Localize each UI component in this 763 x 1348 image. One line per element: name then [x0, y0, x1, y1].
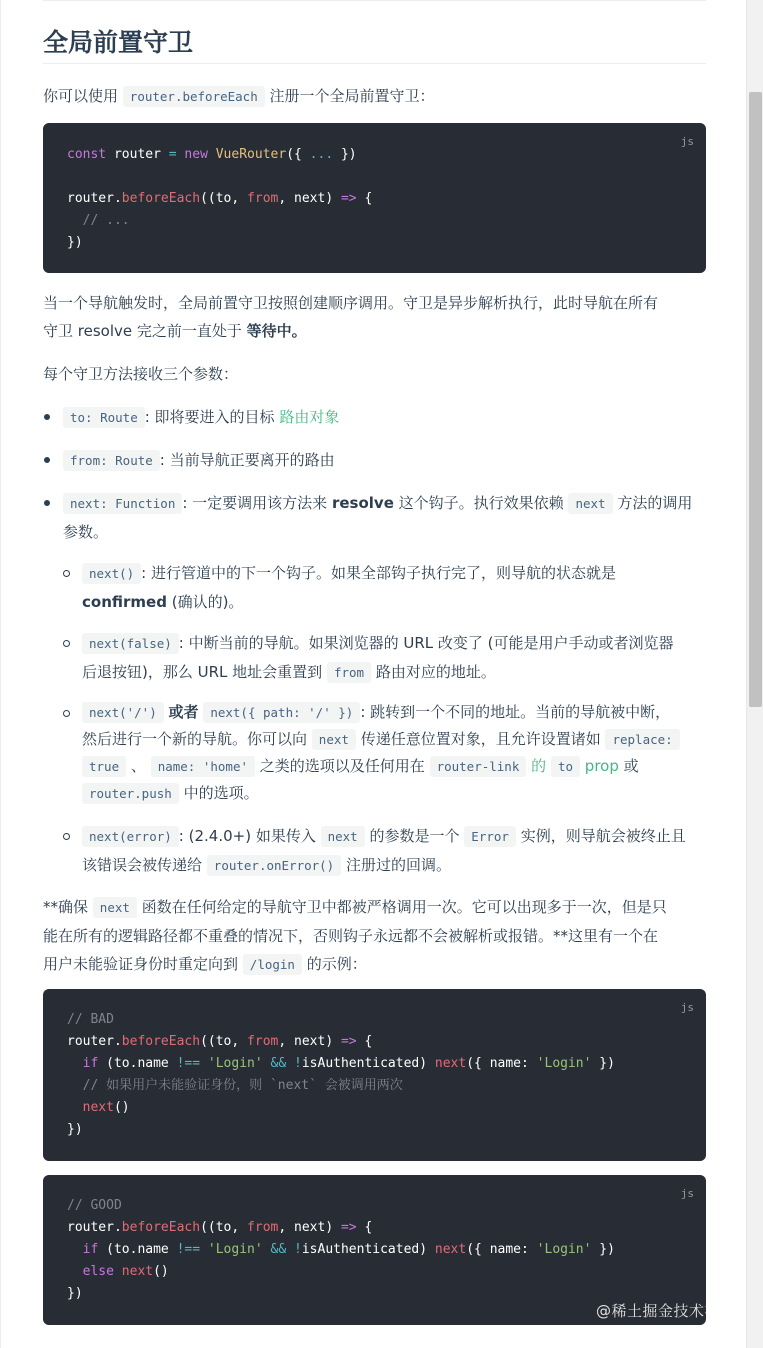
intro-paragraph — [43, 82, 706, 111]
intro-text-2: 注册一个全局前置守卫： — [269, 87, 435, 105]
list-item-from — [63, 446, 706, 475]
sub-line-2 — [82, 851, 706, 880]
para4-line3 — [43, 950, 706, 979]
list-text: : 当前导航正要离开的路由 — [159, 451, 335, 469]
sub-text: 路由对应的地址。 — [375, 663, 496, 681]
list-line-2: 参数。 — [63, 523, 109, 541]
bullet-marker — [44, 414, 50, 420]
title-divider — [43, 63, 706, 64]
inline-code: from — [327, 662, 371, 683]
list-item-to — [63, 403, 706, 432]
sub-line-3 — [82, 753, 706, 780]
sub-item-next-false — [82, 629, 706, 687]
sub-bullet-marker — [63, 640, 70, 647]
separator: 、 — [130, 757, 146, 775]
sub-line — [82, 699, 706, 726]
inline-code: name: 'home' — [151, 756, 255, 777]
inline-code: to — [551, 756, 580, 777]
inline-code: true — [82, 756, 126, 777]
sub-line — [82, 822, 706, 851]
list-text: 这个钩子。执行效果依赖 — [398, 494, 564, 512]
inline-code: router-link — [430, 756, 527, 777]
sub-text: : 中断当前的导航。如果浏览器的 URL 改变了 (可能是用户手动或者浏览器 — [178, 634, 674, 652]
inline-code: /login — [243, 954, 302, 975]
code-lang-label: js — [680, 1187, 694, 1200]
sub-item-next-error — [82, 822, 706, 880]
para4-line1 — [43, 893, 706, 922]
inline-code: next: Function — [63, 493, 182, 514]
page-title: 全局前置守卫 — [43, 28, 194, 57]
code-comment: // 如果用户未能验证身份，则 `next` 会被调用两次 — [82, 1078, 403, 1093]
sub-text: 然后进行一个新的导航。你可以向 — [82, 730, 308, 748]
para2-line2 — [43, 317, 706, 345]
para4-text: **确保 — [43, 898, 89, 916]
inline-code: next — [568, 493, 612, 514]
sub-bullet-marker — [63, 710, 70, 717]
inline-code: router.beforeEach — [123, 86, 265, 107]
sub-line-2 — [82, 658, 706, 687]
intro-text: 你可以使用 — [43, 87, 119, 105]
sub-bullet-marker — [63, 833, 70, 840]
strong-text: resolve — [331, 494, 394, 512]
top-divider — [43, 0, 706, 1]
inline-code: from: Route — [63, 450, 160, 471]
code-block-2 — [43, 989, 706, 1161]
sub-text: : 进行管道中的下一个钩子。如果全部钩子执行完了，则导航的状态就是 — [141, 564, 616, 582]
inline-code: next(false) — [82, 633, 179, 654]
list-item-next — [63, 489, 706, 546]
sub-text: (确认的)。 — [171, 593, 244, 611]
inline-code: router.push — [82, 783, 179, 804]
para4-text: 的示例： — [306, 955, 367, 973]
prop-link[interactable]: prop — [584, 757, 619, 775]
paragraph-3: 每个守卫方法接收三个参数： — [43, 365, 239, 383]
para4-text: 用户未能验证身份时重定向到 — [43, 955, 239, 973]
code-lang-label: js — [680, 135, 694, 148]
paragraph-4 — [43, 893, 706, 979]
sub-text: 注册过的回调。 — [346, 856, 452, 874]
inline-code: router.onError() — [207, 855, 341, 876]
para4-text: 函数在任何给定的导航守卫中都被严格调用一次。它可以出现多于一次，但是只 — [141, 898, 667, 916]
inline-code: next('/') — [82, 702, 164, 723]
list-text: 方法的调用 — [617, 494, 693, 512]
code-lines: // BAD router.beforeEach((to, from, next) => { if (to.name !== 'Login' && !isAuthenticated) next({ name: 'Login' }) // 如果用户未能验证身份，则 `next` 会被调用两次 next() }) — [67, 1012, 615, 1137]
inline-code: next(error) — [82, 826, 179, 847]
inline-code: replace: — [605, 729, 679, 750]
sub-item-next — [82, 559, 706, 616]
sub-text: 该错误会被传递给 — [82, 856, 203, 874]
sub-text: 中的选项。 — [183, 784, 259, 802]
sub-text: 后退按钮)，那么 URL 地址会重置到 — [82, 663, 323, 681]
code-lines: const router = new VueRouter({ ... }) router.beforeEach((to, from, next) => { // ... }) — [67, 147, 373, 250]
para2-period: 。 — [291, 322, 307, 340]
sub-text: : (2.4.0+) 如果传入 — [178, 827, 316, 845]
bullet-marker — [44, 457, 50, 463]
sub-text: 的参数是一个 — [369, 827, 460, 845]
sub-line-2 — [82, 588, 706, 616]
para2-line1: 当一个导航触发时，全局前置守卫按照创建顺序调用。守卫是异步解析执行，此时导航在所有 — [43, 294, 659, 312]
list-text: : 即将要进入的目标 — [144, 408, 275, 426]
inline-code: to: Route — [63, 407, 145, 428]
sub-line — [82, 629, 706, 658]
sub-line — [82, 559, 706, 588]
list-text: : 一定要调用该方法来 — [182, 494, 328, 512]
route-object-link[interactable]: 路由对象 — [279, 408, 340, 426]
sub-line-2 — [82, 726, 706, 753]
list-line — [63, 489, 706, 518]
strong-text: confirmed — [82, 593, 167, 611]
inline-code: next({ path: '/' }) — [203, 702, 360, 723]
sub-line-4 — [82, 780, 706, 807]
inline-code: next — [93, 897, 137, 918]
sub-text: 或 — [623, 757, 639, 775]
sub-text: : 跳转到一个不同的地址。当前的导航被中断， — [360, 703, 671, 721]
para2-strong: 等待中 — [246, 322, 292, 340]
sub-item-next-path — [82, 699, 706, 807]
para4-line2: 能在所有的逻辑路径都不重叠的情况下，否则钩子永远都不会被解析或报错。**这里有一个在 — [43, 927, 659, 945]
bullet-marker — [44, 500, 50, 506]
inline-code: next — [312, 729, 356, 750]
code-lang-label: js — [680, 1001, 694, 1014]
sub-text: 之类的选项以及任何用在 — [259, 757, 425, 775]
inline-code: next — [321, 826, 365, 847]
code-block-1 — [43, 123, 706, 273]
sub-text: 传递任意位置对象，且允许设置诸如 — [360, 730, 601, 748]
para2-text: 守卫 resolve 完之前一直处于 — [43, 322, 242, 340]
inline-code: next() — [82, 563, 141, 584]
sub-text: 实例，则导航会被终止且 — [520, 827, 686, 845]
code-lines: // GOOD router.beforeEach((to, from, next) => { if (to.name !== 'Login' && !isAuthenticated) next({ name: 'Login' }) else next() }) — [67, 1198, 615, 1301]
router-link-prop-link[interactable]: 的 — [531, 757, 547, 775]
sub-bullet-marker — [63, 570, 70, 577]
scrollbar-thumb[interactable] — [749, 92, 762, 707]
vertical-scrollbar[interactable] — [746, 0, 763, 1348]
strong-text: 或者 — [168, 703, 199, 721]
inline-code: Error — [464, 826, 516, 847]
paragraph-2 — [43, 289, 706, 345]
watermark: @稀土掘金技术社区 — [596, 1302, 736, 1320]
